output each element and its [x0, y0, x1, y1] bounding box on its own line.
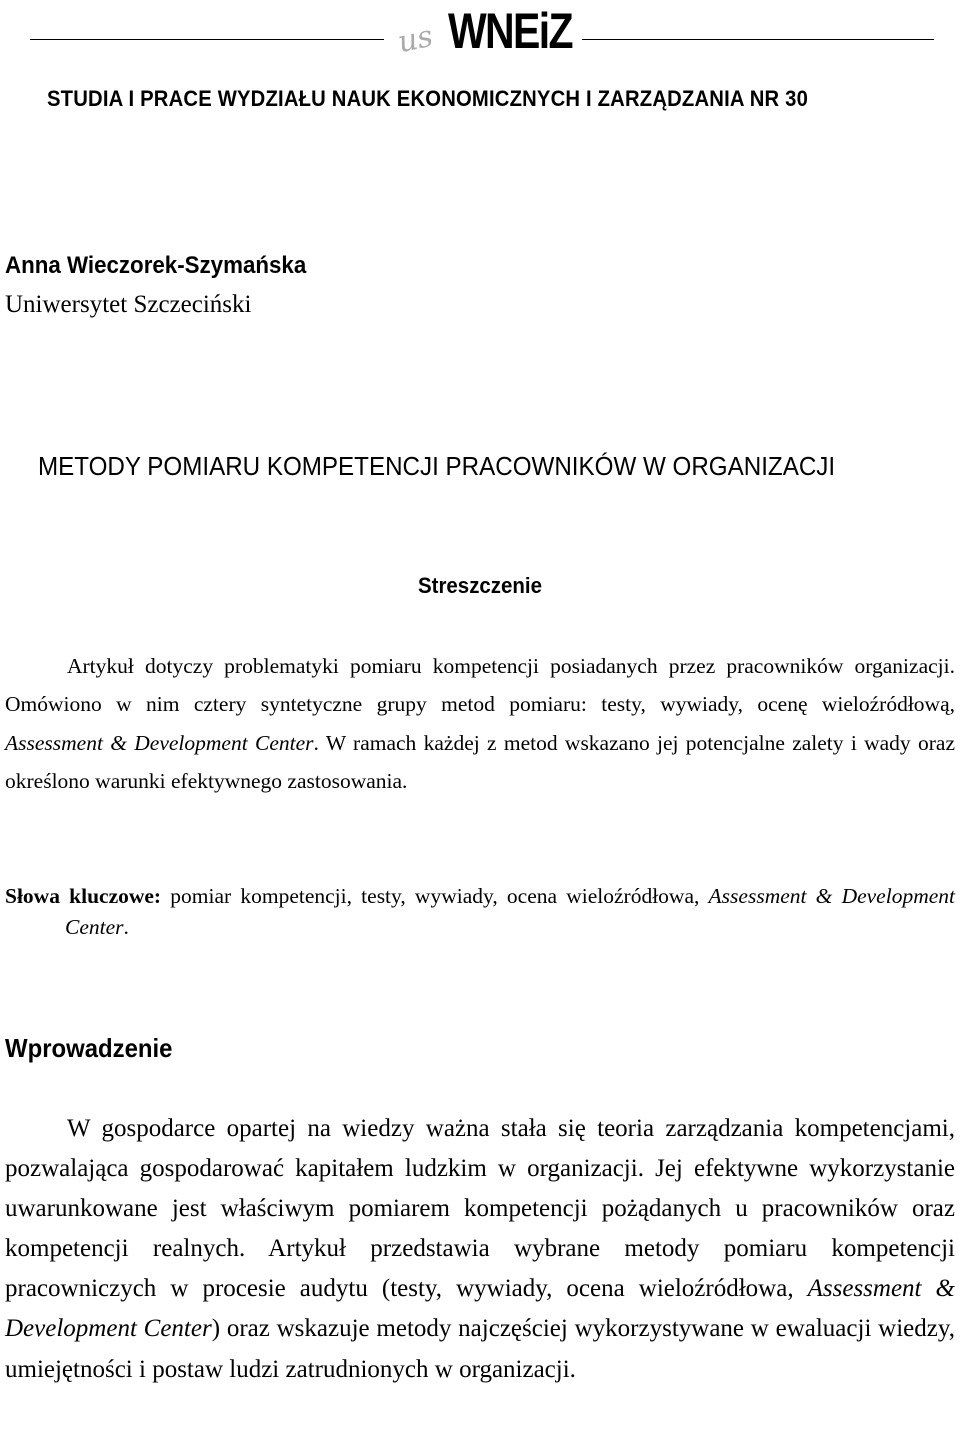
article-title: METODY POMIARU KOMPETENCJI PRACOWNIKÓW W ORGANIZACJI	[38, 451, 836, 481]
keywords-end: .	[123, 915, 129, 939]
abstract-text-part-2: . W ramach każdej z metod wskazano jej potencjalne zalety i wady oraz określono warunki efektywnego zastosowania.	[5, 730, 955, 794]
intro-text	[5, 1109, 955, 1390]
abstract-text	[5, 647, 955, 801]
header-rule-left	[30, 39, 384, 40]
intro-text-part-1: W gospodarce opartej na wiedzy ważna stała się teoria zarządzania kompetencjami, pozwalająca gospodarować kapitałem ludzkim w organizacji. Jej efektywne wykorzystanie uwarunkowane jest właściwym pomiarem kompetencji pożądanych u pracowników oraz kompetencji realnych. Artykuł przedstawia wybrane metody pomiaru kompetencji pracowniczych w procesie audytu (testy, wywiady, ocena wieloźródłowa,	[5, 1115, 955, 1303]
logo-text: WNEiZ	[448, 3, 572, 59]
abstract-text-italic: Assessment & Development Center	[5, 730, 314, 755]
abstract-heading: Streszczenie	[418, 573, 542, 598]
journal-title: STUDIA I PRACE WYDZIAŁU NAUK EKONOMICZNYCH I ZARZĄDZANIA NR 30	[47, 86, 809, 111]
keywords	[5, 881, 955, 943]
abstract-text-part-1: Artykuł dotyczy problematyki pomiaru kompetencji posiadanych przez pracowników organizacji. Omówiono w nim cztery syntetyczne grupy metod pomiaru: testy, wywiady, ocenę wieloźródłową,	[5, 654, 955, 717]
intro-heading: Wprowadzenie	[5, 1033, 173, 1063]
logo-prefix: us	[394, 18, 436, 61]
author-name: Anna Wieczorek-Szymańska	[5, 252, 307, 279]
keywords-italic: Assessment & Development Center	[65, 884, 955, 939]
intro-text-part-2: ) oraz wskazuje metody najczęściej wykorzystywane w ewaluacji wiedzy, umiejętności i postaw ludzi zatrudnionych w organizacji.	[5, 1315, 955, 1383]
intro-text-italic: Assessment & Development Center	[5, 1275, 955, 1343]
header-rule-right	[582, 39, 934, 40]
keywords-label: Słowa kluczowe:	[5, 884, 162, 908]
author-affiliation: Uniwersytet Szczeciński	[5, 291, 252, 318]
keywords-text: pomiar kompetencji, testy, wywiady, ocena wieloźródłowa,	[161, 884, 709, 908]
wneiz-logo	[394, 2, 588, 74]
